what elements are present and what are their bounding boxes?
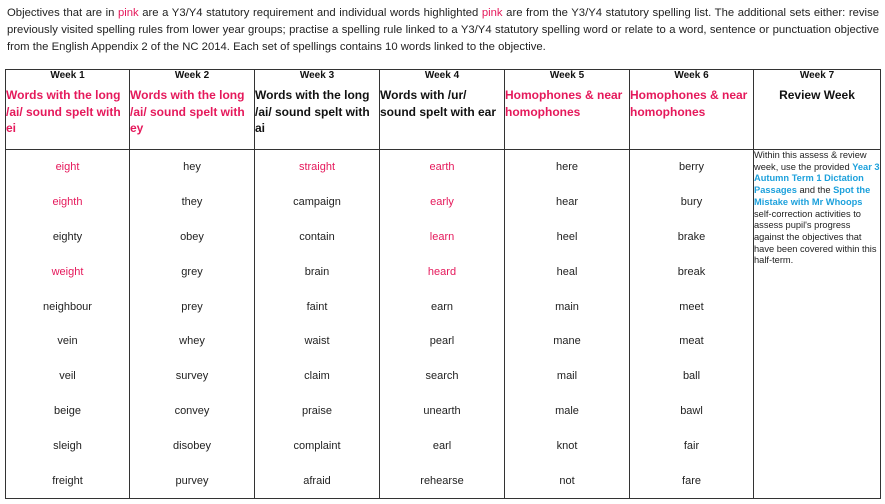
spelling-word: earth [429, 161, 455, 174]
week-objective: Homophones & near homophones [630, 88, 748, 119]
spelling-word: rehearse [420, 474, 464, 487]
spelling-word: earn [430, 300, 454, 313]
spelling-word: eight [55, 161, 80, 174]
spelling-word: meat [679, 335, 704, 348]
spelling-word: purvey [175, 474, 209, 487]
week-5-word-list [505, 150, 630, 499]
spelling-word: brake [677, 230, 706, 243]
spelling-word: main [555, 300, 579, 313]
spelling-word: hey [183, 161, 201, 174]
spelling-word: they [181, 196, 203, 209]
spelling-word: vein [57, 335, 78, 348]
spelling-table [5, 69, 881, 499]
week-label: Week 6 [674, 70, 709, 81]
week-2-word-list [130, 150, 255, 499]
pink-keyword: pink [481, 7, 503, 19]
dictation-passages-link[interactable]: Year 3 Autumn Term 1 Dictation Passages [754, 161, 880, 196]
intro-paragraph: Objectives that are in pink are a Y3/Y4 statutory requirement and individual words highlighted pink are from the Y3/Y4 statutory spelling list. The additional sets either: revise previously visited spelling rules from lower year groups; practise a spelling rule linked to a Y3/Y4 statutory spelling word or relate to a word, sentence or punctuation objective from the English Appendix 2 of the NC 2014. Each set of spellings contains 10 words linked to the objective. [7, 7, 879, 53]
spelling-word: afraid [303, 474, 331, 487]
spelling-word: male [555, 404, 579, 417]
spelling-word: mail [556, 370, 578, 383]
spelling-word: mane [553, 335, 581, 348]
spot-the-mistake-link[interactable]: Spot the Mistake with Mr Whoops [754, 185, 871, 207]
week-3-word-list [255, 150, 380, 499]
spelling-word: faint [306, 300, 328, 313]
week-objective: Homophones & near homophones [505, 88, 623, 119]
week-label: Week 4 [424, 70, 460, 81]
spelling-word: pearl [429, 335, 455, 348]
pink-keyword: pink [117, 7, 139, 19]
week-1-word-list [6, 150, 130, 499]
spelling-word: sleigh [53, 439, 82, 452]
week-4-header [380, 70, 505, 150]
spelling-word: eighth [52, 196, 83, 209]
spelling-word: neighbour [43, 300, 92, 313]
spelling-word: bury [680, 196, 703, 209]
spelling-word: ball [682, 370, 701, 383]
spelling-word: bawl [680, 404, 703, 417]
week-objective: Words with the long /ai/ sound spelt with ey [130, 88, 245, 135]
spelling-word: hear [555, 196, 579, 209]
spelling-word: whey [179, 335, 205, 348]
week-objective: Words with /ur/ sound spelt with ear [380, 88, 497, 119]
spelling-word: heard [427, 265, 457, 278]
spelling-word: grey [181, 265, 203, 278]
spelling-word: search [425, 370, 459, 383]
week-5-header [505, 70, 630, 150]
week-4-word-list [380, 150, 505, 499]
spelling-word: earl [432, 439, 452, 452]
spelling-word: fare [682, 474, 701, 487]
spelling-word: praise [302, 404, 332, 417]
spelling-word: learn [429, 230, 455, 243]
week-6-word-list [630, 150, 754, 499]
spelling-word: survey [175, 370, 209, 383]
spelling-word: claim [304, 370, 330, 383]
spelling-word: veil [59, 370, 76, 383]
spelling-word: freight [52, 474, 83, 487]
week-label: Week 3 [299, 70, 335, 81]
spelling-word: not [559, 474, 575, 487]
week-2-header [130, 70, 255, 150]
spelling-word: eighty [52, 230, 83, 243]
spelling-word: early [430, 196, 454, 209]
week-1-header [6, 70, 130, 150]
spelling-word: unearth [423, 404, 461, 417]
week-objective: Words with the long /ai/ sound spelt with ei [6, 88, 121, 135]
spelling-word: break [677, 265, 706, 278]
spelling-word: weight [51, 265, 84, 278]
week-label: Week 5 [549, 70, 585, 81]
spelling-word: beige [54, 404, 81, 417]
spelling-word: brain [304, 265, 330, 278]
spelling-word: straight [298, 161, 336, 174]
spelling-word: heel [556, 230, 578, 243]
spelling-word: campaign [293, 196, 341, 209]
spelling-word: here [555, 161, 579, 174]
review-week-notes: Within this assess & review week, use the provided Year 3 Autumn Term 1 Dictation Passages and the Spot the Mistake with Mr Whoops self-correction activities to assess pupil's progress against the objectives that have been covered within this half-term. [754, 150, 881, 499]
spelling-word: convey [174, 404, 210, 417]
week-3-header [255, 70, 380, 150]
week-7-header [754, 70, 881, 150]
spelling-word: complaint [293, 439, 341, 452]
spelling-word: meet [679, 300, 704, 313]
spelling-word: waist [304, 335, 330, 348]
week-label: Week 7 [799, 70, 835, 81]
spelling-word: knot [556, 439, 578, 452]
week-label: Week 1 [50, 70, 85, 81]
spelling-word: disobey [173, 439, 211, 452]
spelling-word: heal [556, 265, 578, 278]
week-objective: Words with the long /ai/ sound spelt with ai [255, 88, 370, 135]
spelling-word: contain [299, 230, 335, 243]
spelling-word: fair [683, 439, 700, 452]
spelling-word: berry [678, 161, 705, 174]
week-6-header [630, 70, 754, 150]
week-objective: Review Week [779, 88, 855, 102]
spelling-word: obey [180, 230, 204, 243]
week-label: Week 2 [174, 70, 210, 81]
spelling-word: prey [181, 300, 203, 313]
